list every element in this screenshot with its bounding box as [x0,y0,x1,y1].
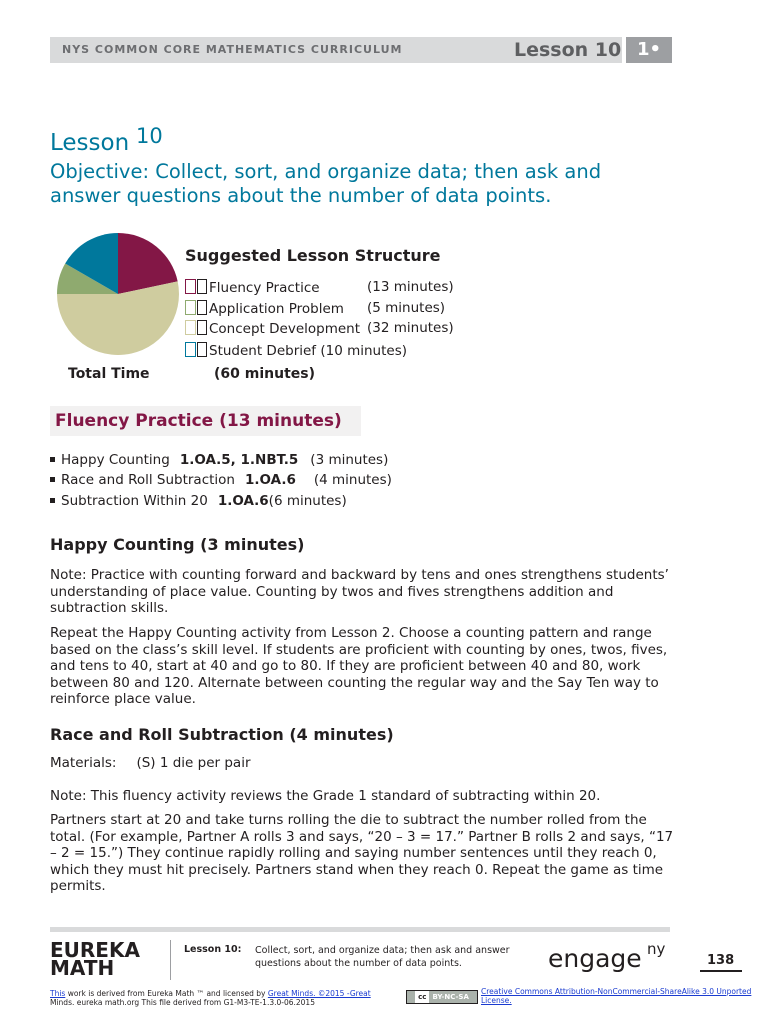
creative-commons-badge[interactable] [406,990,478,1004]
lesson-structure-heading: Suggested Lesson Structure [185,246,441,265]
structure-item-time: (5 minutes) [367,300,446,316]
logo-line-2: MATH [50,956,115,980]
structure-item-concept [185,320,454,337]
happy-counting-body: Repeat the Happy Counting activity from Lesson 2. Choose a counting pattern and range based on the class’s skill level. If students are proficient with counting by ones, twos, fives, and tens to 40, start at 40 and go to 80. If they are proficient between 40 and 80, work between 80 and 120. Alternate between counting the regular way and the Say Ten way to reinforce place value. [50,625,668,707]
structure-item-time: (13 minutes) [367,279,454,295]
checkbox-icon [197,342,207,357]
race-roll-heading: Race and Roll Subtraction (4 minutes) [50,725,394,744]
race-roll-body: Partners start at 20 and take turns rolling the die to subtract the number rolled from the total. (For example, Partner A rolls 3 and says, “20 – 3 = 17.” Partner B rolls 2 and says, “17 – 2 = 15.”) They continue rapidly rolling and saying number sentences until they reach 0, which they must hit precisely. Partners stand when they reach 0. Repeat the game as time permits. [50,812,674,894]
engage-ny-logo: engage [548,944,642,973]
bullet-activity: Subtraction Within 20 [61,493,208,509]
materials-label: Materials: [50,755,117,771]
lesson-time-pie-chart [57,230,179,358]
fluency-heading: Fluency Practice (13 minutes) [55,411,342,431]
bullet-standard: 1.OA.5, 1.NBT.5 [179,452,299,468]
footer-lesson-label: Lesson 10: [184,944,242,955]
total-time-label: Total Time [68,366,150,382]
footer-rule [50,927,670,932]
lesson-objective: Objective: Collect, sort, and organize data; then ask and answer questions about the number of data points. [50,160,602,207]
bullet-activity: Happy Counting [61,452,170,468]
structure-item-time: (32 minutes) [367,320,454,336]
header-lesson: Lesson 10 [514,39,622,61]
happy-counting-note: Note: Practice with counting forward and backward by tens and ones strengthens students’ understanding of place value. Counting by twos and fives strengthens addition and subtraction skills. [50,567,669,616]
checkbox-icon [197,279,207,294]
bullet-standard: 1.OA.6 [217,493,269,509]
structure-item-label: Concept Development [209,321,361,337]
checkbox-icon [197,320,207,335]
materials-value: (S) 1 die per pair [136,755,251,771]
cc-license-link[interactable]: Creative Commons Attribution-NonCommercial-ShareAlike 3.0 Unported License. [481,987,752,1005]
structure-item-application [185,300,446,317]
structure-item-label: Application Problem [209,301,344,317]
cc-badge-label: BY-NC-SA [432,993,469,1001]
footer-lesson-description: Collect, sort, and organize data; then ask and answer questions about the number of data points. [255,945,510,969]
bullet-time: (4 minutes) [313,472,392,488]
engage-ny-superscript: ny [647,940,666,958]
total-time-value: (60 minutes) [214,366,315,382]
license-text-left [50,989,390,1007]
bullet-icon [50,457,55,462]
fluency-color-square [185,279,196,294]
structure-item-debrief [185,342,407,359]
eureka-math-logo [50,938,140,980]
header-module-badge: 1• [626,37,672,63]
bullet-standard: 1.OA.6 [244,472,296,488]
license-text-right [481,987,756,1005]
bullet-time: (6 minutes) [268,493,347,509]
footer-divider [170,940,171,980]
lesson-title: Lesson [50,130,130,156]
license-text: work is derived from Eureka Math ™ and licensed by [65,989,268,998]
structure-item-label: Fluency Practice [209,280,320,296]
cc-icon: cc [415,991,429,1003]
race-roll-note: Note: This fluency activity reviews the Grade 1 standard of subtracting within 20. [50,788,601,804]
page-number: 138 [707,953,735,968]
fluency-bullet [50,472,392,488]
application-color-square [185,300,196,315]
happy-counting-heading: Happy Counting (3 minutes) [50,535,305,554]
bullet-time: (3 minutes) [310,452,389,468]
logo-line-1: EUREKA [50,938,140,962]
fluency-bullet [50,493,347,509]
structure-item-fluency [185,279,454,296]
curriculum-title: NYS COMMON CORE MATHEMATICS CURRICULUM [62,43,403,56]
lesson-number: 10 [136,124,163,148]
debrief-color-square [185,342,196,357]
bullet-icon [50,498,55,503]
materials-line [50,755,675,772]
license-text-2: Minds. eureka math.org This file derived from G1-M3-TE-1.3.0-06.2015 [50,998,315,1007]
page-number-rule [700,970,742,972]
checkbox-icon [197,300,207,315]
fluency-bullet [50,452,388,468]
license-link-this[interactable]: This [50,989,66,998]
license-link-great-minds[interactable]: Great Minds. ©2015 -Great [267,989,371,998]
bullet-icon [50,477,55,482]
bullet-activity: Race and Roll Subtraction [61,472,235,488]
structure-item-label: Student Debrief (10 minutes) [209,343,408,359]
concept-color-square [185,320,196,335]
